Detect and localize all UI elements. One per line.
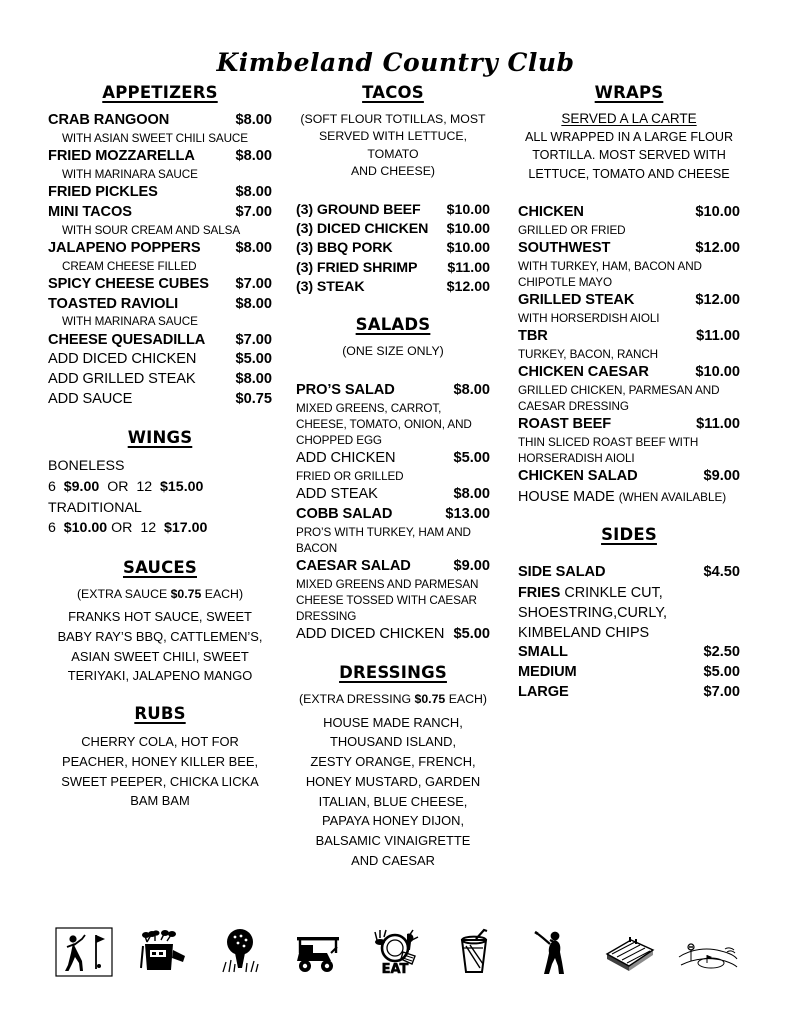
list-line: PEACHER, HONEY KILLER BEE, <box>61 753 259 769</box>
menu-item <box>296 239 490 258</box>
fries-line-1 <box>518 583 740 603</box>
list-line: BABY RAY’S BBQ, CATTLEMEN’S, <box>57 628 263 644</box>
blurb-line: ALL WRAPPED IN A LARGE FLOUR <box>524 130 734 144</box>
item-price: $13.00 <box>445 505 490 522</box>
wings-qty-small: 6 <box>48 478 56 495</box>
item-price: $5.00 <box>703 664 740 681</box>
menu-item <box>518 415 740 435</box>
item-price: $8.00 <box>235 295 272 312</box>
item-price: $10.00 <box>446 201 490 218</box>
item-name: CAESAR SALAD <box>296 558 411 575</box>
note-line: SERVED WITH LETTUCE, TOMATO <box>318 129 468 161</box>
menu-item <box>48 183 272 203</box>
menu-item <box>48 331 272 351</box>
menu-item <box>518 363 740 383</box>
item-description: WITH MARINARA SAUCE <box>62 167 198 181</box>
item-price: $12.00 <box>695 239 740 256</box>
note-prefix: (EXTRA DRESSING <box>299 692 415 707</box>
item-price: $9.00 <box>703 468 740 485</box>
sauces-extra-note <box>48 586 272 603</box>
item-name: CHICKEN <box>518 203 584 220</box>
note-line: AND CHEESE) <box>350 164 436 179</box>
item-price: $10.00 <box>446 221 490 238</box>
golfer-swing-icon <box>52 922 116 982</box>
menu-item <box>296 381 490 401</box>
column-right <box>502 83 740 703</box>
wings-qty-small: 6 <box>48 520 56 537</box>
menu-item <box>296 278 490 297</box>
fries-line-3: KIMBELAND CHIPS <box>518 625 650 642</box>
item-price: $5.00 <box>235 351 272 368</box>
item-description: THIN SLICED ROAST BEEF WITH HORSERADISH AIOLI <box>518 435 699 465</box>
wings-or-label: OR <box>111 520 133 537</box>
item-description: FRIED OR GRILLED <box>296 469 404 483</box>
list-line: PAPAYA HONEY DIJON, <box>321 813 465 829</box>
item-name: ADD DICED CHICKEN <box>296 626 445 643</box>
item-name: FRIED PICKLES <box>48 183 158 200</box>
item-price: $11.00 <box>696 327 740 344</box>
menu-item <box>518 291 740 311</box>
item-name: (3) STEAK <box>296 279 365 296</box>
item-price: $5.00 <box>453 626 490 643</box>
item-price: $12.00 <box>446 279 490 296</box>
item-description: MIXED GREENS, CARROT, CHEESE, TOMATO, ONION, AND CHOPPED EGG <box>296 401 472 447</box>
footer-icon-strip <box>0 922 791 982</box>
item-description: WITH TURKEY, HAM, BACON AND CHIPOTLE MAYO <box>518 259 702 289</box>
chicken-salad-availability <box>518 487 740 507</box>
drink-cup-icon <box>442 922 506 982</box>
menu-item-addon <box>48 390 272 410</box>
menu-item <box>518 239 740 259</box>
item-name: (3) GROUND BEEF <box>296 201 421 218</box>
list-line: ASIAN SWEET CHILI, SWEET <box>71 648 249 664</box>
item-name: MINI TACOS <box>48 203 132 220</box>
item-price: $5.00 <box>453 450 490 467</box>
item-price: $9.00 <box>453 558 490 575</box>
list-line: HOUSE MADE RANCH, <box>323 714 463 730</box>
item-name: PRO’S SALAD <box>296 381 395 398</box>
wings-boneless-pricing <box>48 477 272 498</box>
wings-boneless-label: BONELESS <box>48 457 125 474</box>
note-suffix: EACH) <box>201 586 244 601</box>
note-suffix: EACH) <box>445 692 487 707</box>
menu-item <box>518 683 740 703</box>
item-name: ADD CHICKEN <box>296 450 396 467</box>
list-line: THOUSAND ISLAND, <box>329 734 457 750</box>
fries-line-2: SHOESTRING,CURLY, <box>518 605 667 622</box>
availability-note: (WHEN AVAILABLE) <box>618 490 727 504</box>
availability-main: HOUSE MADE <box>518 488 619 505</box>
golf-ball-tee-icon <box>208 922 272 982</box>
dressings-extra-note <box>296 691 490 708</box>
item-name: (3) FRIED SHRIMP <box>296 259 418 276</box>
item-price: $11.00 <box>447 259 490 276</box>
menu-item <box>296 505 490 525</box>
salads-note: (ONE SIZE ONLY) <box>342 344 444 359</box>
item-name: CRAB RANGOON <box>48 112 170 128</box>
wings-qty-large: 12 <box>140 520 157 537</box>
item-price: $8.00 <box>235 183 272 200</box>
dressings-list <box>296 713 490 871</box>
item-name: SIDE SALAD <box>518 564 606 581</box>
item-description: PRO’S WITH TURKEY, HAM AND BACON <box>296 525 471 555</box>
item-description: GRILLED CHICKEN, PARMESAN AND CAESAR DRESSING <box>518 383 720 413</box>
item-description: WITH ASIAN SWEET CHILI SAUCE <box>62 131 248 145</box>
item-description: TURKEY, BACON, RANCH <box>518 347 659 361</box>
menu-item <box>296 201 490 220</box>
fries-styles-1: CRINKLE CUT, <box>560 584 663 601</box>
note-price: $0.75 <box>414 692 446 707</box>
item-description: WITH MARINARA SAUCE <box>62 315 198 329</box>
golf-course-icon <box>676 922 740 982</box>
menu-item <box>296 557 490 577</box>
note-price: $0.75 <box>170 586 202 601</box>
wings-or-label: OR <box>107 478 129 495</box>
wings-price-small: $10.00 <box>63 520 108 537</box>
item-name: SMALL <box>518 644 568 661</box>
item-name: JALAPENO POPPERS <box>48 239 201 256</box>
list-line: CHERRY COLA, HOT FOR <box>81 734 239 750</box>
item-price: $4.50 <box>703 564 740 581</box>
wings-price-large: $17.00 <box>163 520 208 537</box>
list-line: TERIYAKI, JALAPENO MANGO <box>67 668 253 684</box>
item-price: $7.00 <box>703 684 740 701</box>
item-name: FRIED MOZZARELLA <box>48 147 195 164</box>
item-description: WITH SOUR CREAM AND SALSA <box>62 223 241 237</box>
golf-cart-icon <box>286 922 350 982</box>
item-description: MIXED GREENS AND PARMESAN CHEESE TOSSED WITH CAESAR DRESSING <box>296 577 479 624</box>
item-price: $8.00 <box>453 381 490 398</box>
item-name: (3) DICED CHICKEN <box>296 221 429 238</box>
menu-item <box>518 663 740 683</box>
item-name: TBR <box>518 327 548 344</box>
section-heading-sauces: SAUCES <box>122 557 197 577</box>
menu-item <box>48 275 272 295</box>
item-price: $8.00 <box>235 112 272 128</box>
section-heading-sides: SIDES <box>601 525 657 545</box>
blurb-line: LETTUCE, TOMATO AND CHEESE <box>528 166 730 181</box>
item-price: $7.00 <box>235 203 272 220</box>
item-price: $12.00 <box>695 291 740 308</box>
item-name: (3) BBQ PORK <box>296 240 393 257</box>
list-line: FRANKS HOT SAUCE, SWEET <box>68 609 252 625</box>
section-heading-wings: WINGS <box>127 427 193 447</box>
menu-item-addon <box>296 625 490 645</box>
item-price: $7.00 <box>235 275 272 292</box>
item-price: $2.50 <box>703 644 740 661</box>
item-price: $11.00 <box>696 415 740 432</box>
menu-item <box>48 147 272 167</box>
section-heading-rubs: RUBS <box>134 704 186 724</box>
item-name: SPICY CHEESE CUBES <box>48 275 209 292</box>
item-name: CHICKEN CAESAR <box>518 363 649 380</box>
item-price: $8.00 <box>235 147 272 164</box>
list-line: SWEET PEEPER, CHICKA LICKA <box>61 773 259 789</box>
item-name: TOASTED RAVIOLI <box>48 295 179 312</box>
item-price: $8.00 <box>235 239 272 256</box>
item-name: ROAST BEEF <box>518 415 612 432</box>
list-line: ZESTY ORANGE, FRENCH, <box>310 754 476 770</box>
menu-item-addon <box>296 449 490 469</box>
menu-item-addon <box>296 485 490 505</box>
note-line: (SOFT FLOUR TOTILLAS, MOST <box>300 112 486 126</box>
section-heading-tacos: TACOS <box>362 83 424 102</box>
item-name: LARGE <box>518 684 569 701</box>
item-description: CREAM CHEESE FILLED <box>62 259 197 273</box>
sauces-list <box>48 607 272 686</box>
item-price: $8.00 <box>235 371 272 388</box>
item-name: COBB SALAD <box>296 505 393 522</box>
menu-item-addon <box>48 370 272 390</box>
list-line: ITALIAN, BLUE CHEESE, <box>318 793 468 809</box>
menu-item <box>296 220 490 239</box>
item-name: MEDIUM <box>518 664 577 681</box>
wraps-subheading: SERVED A LA CARTE <box>561 111 697 126</box>
list-line: BAM BAM <box>130 793 190 809</box>
section-heading-dressings: DRESSINGS <box>339 663 447 683</box>
item-name: CHEESE QUESADILLA <box>48 331 206 348</box>
deck-patio-icon <box>598 922 662 982</box>
menu-item <box>518 203 740 223</box>
wings-price-small: $9.00 <box>63 478 100 495</box>
column-left <box>48 83 284 811</box>
item-price: $7.00 <box>235 331 272 348</box>
tacos-note <box>296 111 490 181</box>
menu-item <box>518 563 740 583</box>
menu-item <box>518 467 740 487</box>
section-heading-wraps: WRAPS <box>594 83 664 102</box>
item-description: WITH HORSERDISH AIOLI <box>518 311 660 325</box>
item-name: GRILLED STEAK <box>518 291 635 308</box>
item-price: $10.00 <box>446 240 490 257</box>
section-heading-salads: SALADS <box>355 315 431 335</box>
wings-traditional-label: TRADITIONAL <box>48 499 142 516</box>
menu-item <box>48 239 272 259</box>
item-name: ADD DICED CHICKEN <box>48 351 197 368</box>
column-middle <box>284 83 502 870</box>
item-name: ADD SAUCE <box>48 391 133 408</box>
item-name: ADD GRILLED STEAK <box>48 371 196 388</box>
item-price: $10.00 <box>695 203 740 220</box>
list-line: AND CAESAR <box>351 852 435 868</box>
list-line: HONEY MUSTARD, GARDEN <box>305 773 481 789</box>
fries-label: FRIES <box>518 584 561 601</box>
item-price: $8.00 <box>453 486 490 503</box>
menu-item <box>48 111 272 131</box>
list-line: BALSAMIC VINAIGRETTE <box>315 833 471 849</box>
menu-item <box>48 295 272 315</box>
golf-bag-icon <box>130 922 194 982</box>
item-name: ADD STEAK <box>296 486 378 503</box>
wings-qty-large: 12 <box>136 478 153 495</box>
lady-golfer-icon <box>520 922 584 982</box>
menu-item <box>518 327 740 347</box>
rubs-list <box>48 732 272 811</box>
menu-item <box>48 203 272 223</box>
eat-food-icon <box>364 922 428 982</box>
wraps-blurb <box>518 128 740 183</box>
blurb-line: TORTILLA. MOST SERVED WITH <box>532 148 726 163</box>
note-prefix: (EXTRA SAUCE <box>76 586 171 601</box>
menu-item <box>518 643 740 663</box>
page-title: Kimbeland Country Club <box>216 48 575 77</box>
svg-text:EAT: EAT <box>381 962 408 977</box>
menu-item <box>296 259 490 278</box>
item-name: SOUTHWEST <box>518 239 611 256</box>
item-name: CHICKEN SALAD <box>518 468 638 485</box>
menu-item-addon <box>48 350 272 370</box>
menu-columns <box>0 83 791 870</box>
item-price: $10.00 <box>695 363 740 380</box>
item-description: GRILLED OR FRIED <box>518 223 626 237</box>
wings-traditional-pricing <box>48 518 272 539</box>
section-heading-appetizers: APPETIZERS <box>102 83 218 102</box>
wings-price-large: $15.00 <box>160 478 204 495</box>
item-price: $0.75 <box>235 391 272 408</box>
